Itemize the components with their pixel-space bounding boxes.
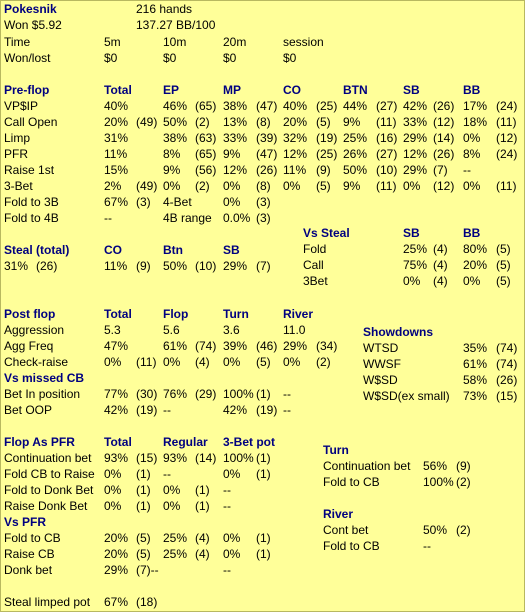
preflop-cell-value: 29%	[403, 131, 428, 145]
preflop-cell-count: (24)	[496, 147, 518, 161]
postflop-cell: 0%	[283, 355, 301, 369]
preflop-cell-value: 20%	[104, 115, 129, 129]
preflop-cell-value: 0%	[223, 179, 241, 193]
vs-steal-cell: (4)	[433, 242, 448, 256]
flop-pfr-cell: (1)	[195, 499, 210, 513]
preflop-row-label: VP$IP	[4, 99, 39, 113]
vs-pfr-cell: (1)	[256, 531, 271, 545]
showdown-value: 73%	[463, 389, 488, 403]
preflop-header-sb: SB	[403, 83, 420, 97]
preflop-row-label: Raise 1st	[4, 163, 55, 177]
postflop-row-label: Agg Freq	[4, 339, 54, 353]
period-session: session	[283, 35, 324, 49]
flop-pfr-cell: 93%	[163, 451, 188, 465]
postflop-cell: 0%	[223, 355, 241, 369]
preflop-row-label: Call Open	[4, 115, 58, 129]
vs-steal-cell: (5)	[496, 242, 511, 256]
missed-cb-cell: 100%	[223, 387, 254, 401]
vs-pfr-cell: 29%	[104, 563, 129, 577]
postflop-cell: (4)	[195, 355, 210, 369]
preflop-cell-value: 11%	[104, 147, 128, 161]
vs-pfr-cell: 0%	[223, 547, 241, 561]
preflop-cell-count: (5)	[316, 179, 331, 193]
preflop-cell-count: (11)	[496, 179, 517, 193]
time-label: Time	[4, 35, 31, 49]
postflop-cell: 39%	[223, 339, 248, 353]
flop-pfr-cell: 0%	[163, 499, 181, 513]
flop-pfr-cell: (1)	[136, 483, 151, 497]
four-bet-count: (3)	[256, 195, 271, 209]
steal-sb-count: (7)	[256, 259, 271, 273]
vs-steal-cell: (5)	[496, 274, 511, 288]
preflop-cell-value: 29%	[403, 163, 428, 177]
preflop-header-ep: EP	[163, 83, 180, 97]
four-bet-range-value: 0.0%	[223, 211, 251, 225]
preflop-cell-value: 38%	[223, 99, 248, 113]
steal-co-value: 11%	[104, 259, 128, 273]
preflop-cell-count: (12)	[496, 131, 518, 145]
preflop-header-co: CO	[283, 83, 301, 97]
preflop-header-mp: MP	[223, 83, 241, 97]
postflop-cell: 3.6	[223, 323, 240, 337]
flop-pfr-cell: (15)	[136, 451, 158, 465]
steal-btn-count: (10)	[195, 259, 217, 273]
postflop-header-river: River	[283, 307, 314, 321]
player-name: Pokesnik	[4, 2, 57, 16]
preflop-cell-value: 2%	[104, 179, 122, 193]
preflop-cell-value: 12%	[223, 163, 248, 177]
vs-pfr-cell: 25%	[163, 531, 188, 545]
preflop-cell-count: (11)	[376, 115, 397, 129]
showdown-row-label: W$SD(ex small)	[363, 389, 450, 403]
preflop-cell-count: (16)	[376, 131, 398, 145]
four-bet-range-count: (3)	[256, 211, 271, 225]
preflop-cell-value: 0%	[283, 179, 301, 193]
steal-total-count: (26)	[36, 259, 58, 273]
postflop-header-turn: Turn	[223, 307, 249, 321]
preflop-cell-value: 46%	[163, 99, 188, 113]
preflop-cell-value: 9%	[163, 163, 181, 177]
flop-pfr-cell: 0%	[223, 467, 241, 481]
flop-pfr-row-label: Fold CB to Raise	[4, 467, 95, 481]
preflop-row-label: 3-Bet	[4, 179, 33, 193]
steal-limped-count: (18)	[136, 595, 158, 609]
showdown-count: (15)	[496, 389, 518, 403]
steal-header-btn: Btn	[163, 243, 183, 257]
missed-cb-cell: 76%	[163, 387, 188, 401]
vs-steal-cell: 0%	[403, 274, 421, 288]
vs-steal-row-label: Fold	[303, 242, 327, 256]
flop-pfr-cell: --	[163, 467, 171, 481]
preflop-cell-value: 17%	[463, 99, 488, 113]
preflop-cell-value: --	[463, 163, 471, 177]
river-count: (2)	[456, 523, 471, 537]
flop-pfr-row-label: Continuation bet	[4, 451, 92, 465]
turn-value: 100%	[423, 475, 454, 489]
missed-cb-cell: 42%	[223, 403, 248, 417]
postflop-row-label: Check-raise	[4, 355, 69, 369]
preflop-cell-value: 26%	[343, 147, 368, 161]
vs-pfr-cell: (5)	[136, 547, 151, 561]
preflop-cell-count: (65)	[195, 99, 217, 113]
turn-value: 56%	[423, 459, 448, 473]
vs-pfr-cell: 20%	[104, 531, 129, 545]
wonlost-10m: $0	[163, 51, 177, 65]
preflop-cell-count: (25)	[316, 99, 338, 113]
missed-cb-cell: (29)	[195, 387, 217, 401]
preflop-cell-count: (12)	[433, 115, 455, 129]
preflop-cell-value: 12%	[283, 147, 308, 161]
showdown-count: (26)	[496, 373, 518, 387]
missed-cb-cell: (19)	[256, 403, 278, 417]
vs-pfr-row-label: Donk bet	[4, 563, 53, 577]
vs-pfr-cell: (7)--	[136, 563, 159, 577]
flop-pfr-cell: (14)	[195, 451, 217, 465]
vs-steal-header-sb: SB	[403, 226, 420, 240]
showdown-value: 35%	[463, 341, 488, 355]
preflop-cell-count: (27)	[376, 147, 398, 161]
flop-pfr-cell: 0%	[104, 483, 122, 497]
vs-pfr-title: Vs PFR	[4, 515, 47, 529]
flop-pfr-cell: 100%	[223, 451, 254, 465]
flop-pfr-cell: (1)	[256, 467, 271, 481]
vs-pfr-cell: 0%	[223, 531, 241, 545]
preflop-cell-count: (5)	[316, 115, 331, 129]
postflop-title: Post flop	[4, 307, 56, 321]
preflop-cell-value: 9%	[343, 179, 361, 193]
flop-pfr-row-label: Raise Donk Bet	[4, 499, 88, 513]
four-bet-label: 4-Bet	[163, 195, 192, 209]
vs-steal-row-label: Call	[303, 258, 324, 272]
vs-pfr-cell: (4)	[195, 531, 210, 545]
preflop-cell-count: (12)	[433, 179, 455, 193]
river-row-label: Cont bet	[323, 523, 369, 537]
vs-pfr-cell: 20%	[104, 547, 129, 561]
showdown-row-label: WTSD	[363, 341, 399, 355]
won-amount: Won $5.92	[4, 18, 62, 32]
preflop-cell-value: 20%	[283, 115, 308, 129]
flop-pfr-cell: 0%	[104, 467, 122, 481]
vs-steal-cell: (4)	[433, 274, 448, 288]
preflop-cell-value: 9%	[223, 147, 241, 161]
steal-title: Steal (total)	[4, 243, 70, 257]
vs-steal-cell: 80%	[463, 242, 488, 256]
steal-limped-label: Steal limped pot	[4, 595, 91, 609]
vs-steal-cell: 75%	[403, 258, 428, 272]
turn-row-label: Fold to CB	[323, 475, 380, 489]
postflop-cell: (5)	[256, 355, 271, 369]
flop-pfr-cell: 0%	[163, 483, 181, 497]
preflop-cell-count: (19)	[316, 131, 338, 145]
vs-pfr-cell: (1)	[256, 547, 271, 561]
preflop-cell-value: 8%	[163, 147, 181, 161]
preflop-cell-count: (65)	[195, 147, 217, 161]
preflop-cell-value: 32%	[283, 131, 308, 145]
postflop-cell: (11)	[136, 355, 157, 369]
vs-pfr-row-label: Fold to CB	[4, 531, 61, 545]
river-value: 50%	[423, 523, 448, 537]
steal-total-value: 31%	[4, 259, 29, 273]
river-title: River	[323, 507, 354, 521]
missed-cb-cell: --	[283, 403, 291, 417]
flop-pfr-header-total: Total	[104, 435, 132, 449]
preflop-cell-value: 9%	[343, 115, 361, 129]
missed-cb-row-label: Bet In position	[4, 387, 81, 401]
vs-steal-header-bb: BB	[463, 226, 481, 240]
flop-pfr-cell: 0%	[104, 499, 122, 513]
fold-4b-value: --	[104, 211, 112, 225]
preflop-cell-count: (26)	[433, 147, 455, 161]
preflop-cell-value: 13%	[223, 115, 248, 129]
vs-steal-cell: 25%	[403, 242, 428, 256]
preflop-cell-count: (63)	[195, 131, 217, 145]
preflop-cell-value: 11%	[283, 163, 307, 177]
preflop-cell-count: (49)	[136, 115, 158, 129]
vs-steal-cell: (4)	[433, 258, 448, 272]
vs-pfr-cell: 25%	[163, 547, 188, 561]
preflop-cell-value: 33%	[223, 131, 248, 145]
preflop-cell-value: 31%	[104, 131, 129, 145]
postflop-cell: (2)	[316, 355, 331, 369]
fold-3b-value: 67%	[104, 195, 129, 209]
steal-header-sb: SB	[223, 243, 240, 257]
preflop-cell-value: 12%	[403, 147, 428, 161]
preflop-cell-value: 18%	[463, 115, 488, 129]
preflop-cell-count: (8)	[256, 179, 271, 193]
period-10m: 10m	[163, 35, 187, 49]
preflop-cell-count: (39)	[256, 131, 278, 145]
vs-steal-cell: (5)	[496, 258, 511, 272]
preflop-cell-value: 50%	[163, 115, 188, 129]
flop-pfr-cell: (1)	[256, 451, 271, 465]
preflop-cell-value: 44%	[343, 99, 368, 113]
vs-steal-row-label: 3Bet	[303, 274, 328, 288]
flop-pfr-cell: (1)	[136, 499, 151, 513]
preflop-cell-value: 33%	[403, 115, 428, 129]
preflop-cell-count: (11)	[496, 115, 517, 129]
fold-3b-label: Fold to 3B	[4, 195, 59, 209]
steal-btn-value: 50%	[163, 259, 188, 273]
missed-cb-cell: --	[163, 403, 171, 417]
postflop-header-flop: Flop	[163, 307, 189, 321]
missed-cb-cell: --	[283, 387, 291, 401]
turn-row-label: Continuation bet	[323, 459, 411, 473]
preflop-cell-count: (56)	[195, 163, 217, 177]
missed-cb-cell: 77%	[104, 387, 129, 401]
wonlost-session: $0	[283, 51, 297, 65]
preflop-cell-value: 0%	[163, 179, 181, 193]
steal-limped-value: 67%	[104, 595, 129, 609]
preflop-cell-count: (2)	[195, 179, 210, 193]
four-bet-value: 0%	[223, 195, 241, 209]
four-bet-range-label: 4B range	[163, 211, 212, 225]
flop-pfr-cell: (1)	[195, 483, 210, 497]
postflop-cell: 0%	[104, 355, 122, 369]
preflop-cell-count: (14)	[433, 131, 455, 145]
vs-pfr-cell: (4)	[195, 547, 210, 561]
missed-cb-cell: (1)	[256, 387, 271, 401]
steal-sb-value: 29%	[223, 259, 248, 273]
postflop-row-label: Aggression	[4, 323, 65, 337]
steal-co-count: (9)	[136, 259, 151, 273]
preflop-cell-count: (2)	[195, 115, 210, 129]
wonlost-20m: $0	[223, 51, 237, 65]
flop-pfr-header-3bet: 3-Bet pot	[223, 435, 275, 449]
vs-pfr-row-label: Raise CB	[4, 547, 55, 561]
wonlost-label: Won/lost	[4, 51, 51, 65]
flop-pfr-header-regular: Regular	[163, 435, 208, 449]
missed-cb-row-label: Bet OOP	[4, 403, 53, 417]
postflop-header-total: Total	[104, 307, 132, 321]
showdown-value: 58%	[463, 373, 488, 387]
fold-4b-label: Fold to 4B	[4, 211, 59, 225]
showdown-value: 61%	[463, 357, 488, 371]
preflop-cell-count: (8)	[256, 115, 271, 129]
preflop-cell-value: 0%	[463, 131, 481, 145]
preflop-cell-value: 42%	[403, 99, 428, 113]
preflop-cell-count: (11)	[376, 179, 397, 193]
preflop-cell-value: 38%	[163, 131, 188, 145]
postflop-cell: 11.0	[283, 323, 306, 337]
flop-pfr-title: Flop As PFR	[4, 435, 75, 449]
flop-pfr-cell: --	[223, 483, 231, 497]
flop-pfr-cell: 93%	[104, 451, 129, 465]
preflop-cell-value: 0%	[403, 179, 421, 193]
flop-pfr-cell: --	[223, 499, 231, 513]
preflop-cell-count: (49)	[136, 179, 158, 193]
preflop-header-bb: BB	[463, 83, 481, 97]
preflop-cell-count: (26)	[433, 99, 455, 113]
vs-pfr-cell: --	[223, 563, 231, 577]
preflop-cell-count: (9)	[316, 163, 331, 177]
vs-steal-cell: 0%	[463, 274, 481, 288]
postflop-cell: (46)	[256, 339, 278, 353]
postflop-cell: (74)	[195, 339, 217, 353]
preflop-cell-count: (27)	[376, 99, 398, 113]
turn-count: (2)	[456, 475, 471, 489]
preflop-cell-count: (47)	[256, 147, 278, 161]
preflop-row-label: Limp	[4, 131, 31, 145]
bb-rate: 137.27 BB/100	[136, 18, 216, 32]
postflop-cell: 29%	[283, 339, 308, 353]
river-row-label: Fold to CB	[323, 539, 380, 553]
steal-header-co: CO	[104, 243, 122, 257]
vs-steal-title: Vs Steal	[303, 226, 350, 240]
preflop-cell-value: 40%	[104, 99, 129, 113]
turn-count: (9)	[456, 459, 471, 473]
preflop-header-btn: BTN	[343, 83, 368, 97]
showdown-row-label: WWSF	[363, 357, 401, 371]
river-value: --	[423, 539, 431, 553]
postflop-cell: 5.3	[104, 323, 121, 337]
period-20m: 20m	[223, 35, 247, 49]
turn-title: Turn	[323, 443, 349, 457]
preflop-cell-value: 0%	[463, 179, 481, 193]
preflop-cell-value: 8%	[463, 147, 481, 161]
preflop-title: Pre-flop	[4, 83, 50, 97]
preflop-header-total: Total	[104, 83, 132, 97]
missed-cb-cell: 42%	[104, 403, 129, 417]
missed-cb-title: Vs missed CB	[4, 371, 85, 385]
showdown-count: (74)	[496, 341, 518, 355]
wonlost-5m: $0	[104, 51, 118, 65]
missed-cb-cell: (30)	[136, 387, 158, 401]
showdown-count: (74)	[496, 357, 518, 371]
postflop-cell: 47%	[104, 339, 129, 353]
preflop-cell-count: (47)	[256, 99, 278, 113]
showdowns-title: Showdowns	[363, 325, 433, 339]
vs-pfr-cell: (5)	[136, 531, 151, 545]
preflop-cell-value: 15%	[104, 163, 129, 177]
postflop-cell: 61%	[163, 339, 188, 353]
flop-pfr-cell: (1)	[136, 467, 151, 481]
postflop-cell: (34)	[316, 339, 338, 353]
fold-3b-count: (3)	[136, 195, 151, 209]
preflop-cell-value: 50%	[343, 163, 368, 177]
showdown-row-label: W$SD	[363, 373, 398, 387]
preflop-cell-count: (26)	[256, 163, 278, 177]
preflop-cell-value: 25%	[343, 131, 368, 145]
period-5m: 5m	[104, 35, 121, 49]
preflop-row-label: PFR	[4, 147, 28, 161]
preflop-cell-count: (10)	[376, 163, 398, 177]
postflop-cell: 5.6	[163, 323, 180, 337]
missed-cb-cell: (19)	[136, 403, 158, 417]
flop-pfr-row-label: Fold to Donk Bet	[4, 483, 94, 497]
preflop-cell-count: (7)	[433, 163, 448, 177]
preflop-cell-count: (24)	[496, 99, 518, 113]
vs-steal-cell: 20%	[463, 258, 488, 272]
preflop-cell-value: 40%	[283, 99, 308, 113]
postflop-cell: 0%	[163, 355, 181, 369]
preflop-cell-count: (25)	[316, 147, 338, 161]
hand-count: 216 hands	[136, 2, 193, 16]
